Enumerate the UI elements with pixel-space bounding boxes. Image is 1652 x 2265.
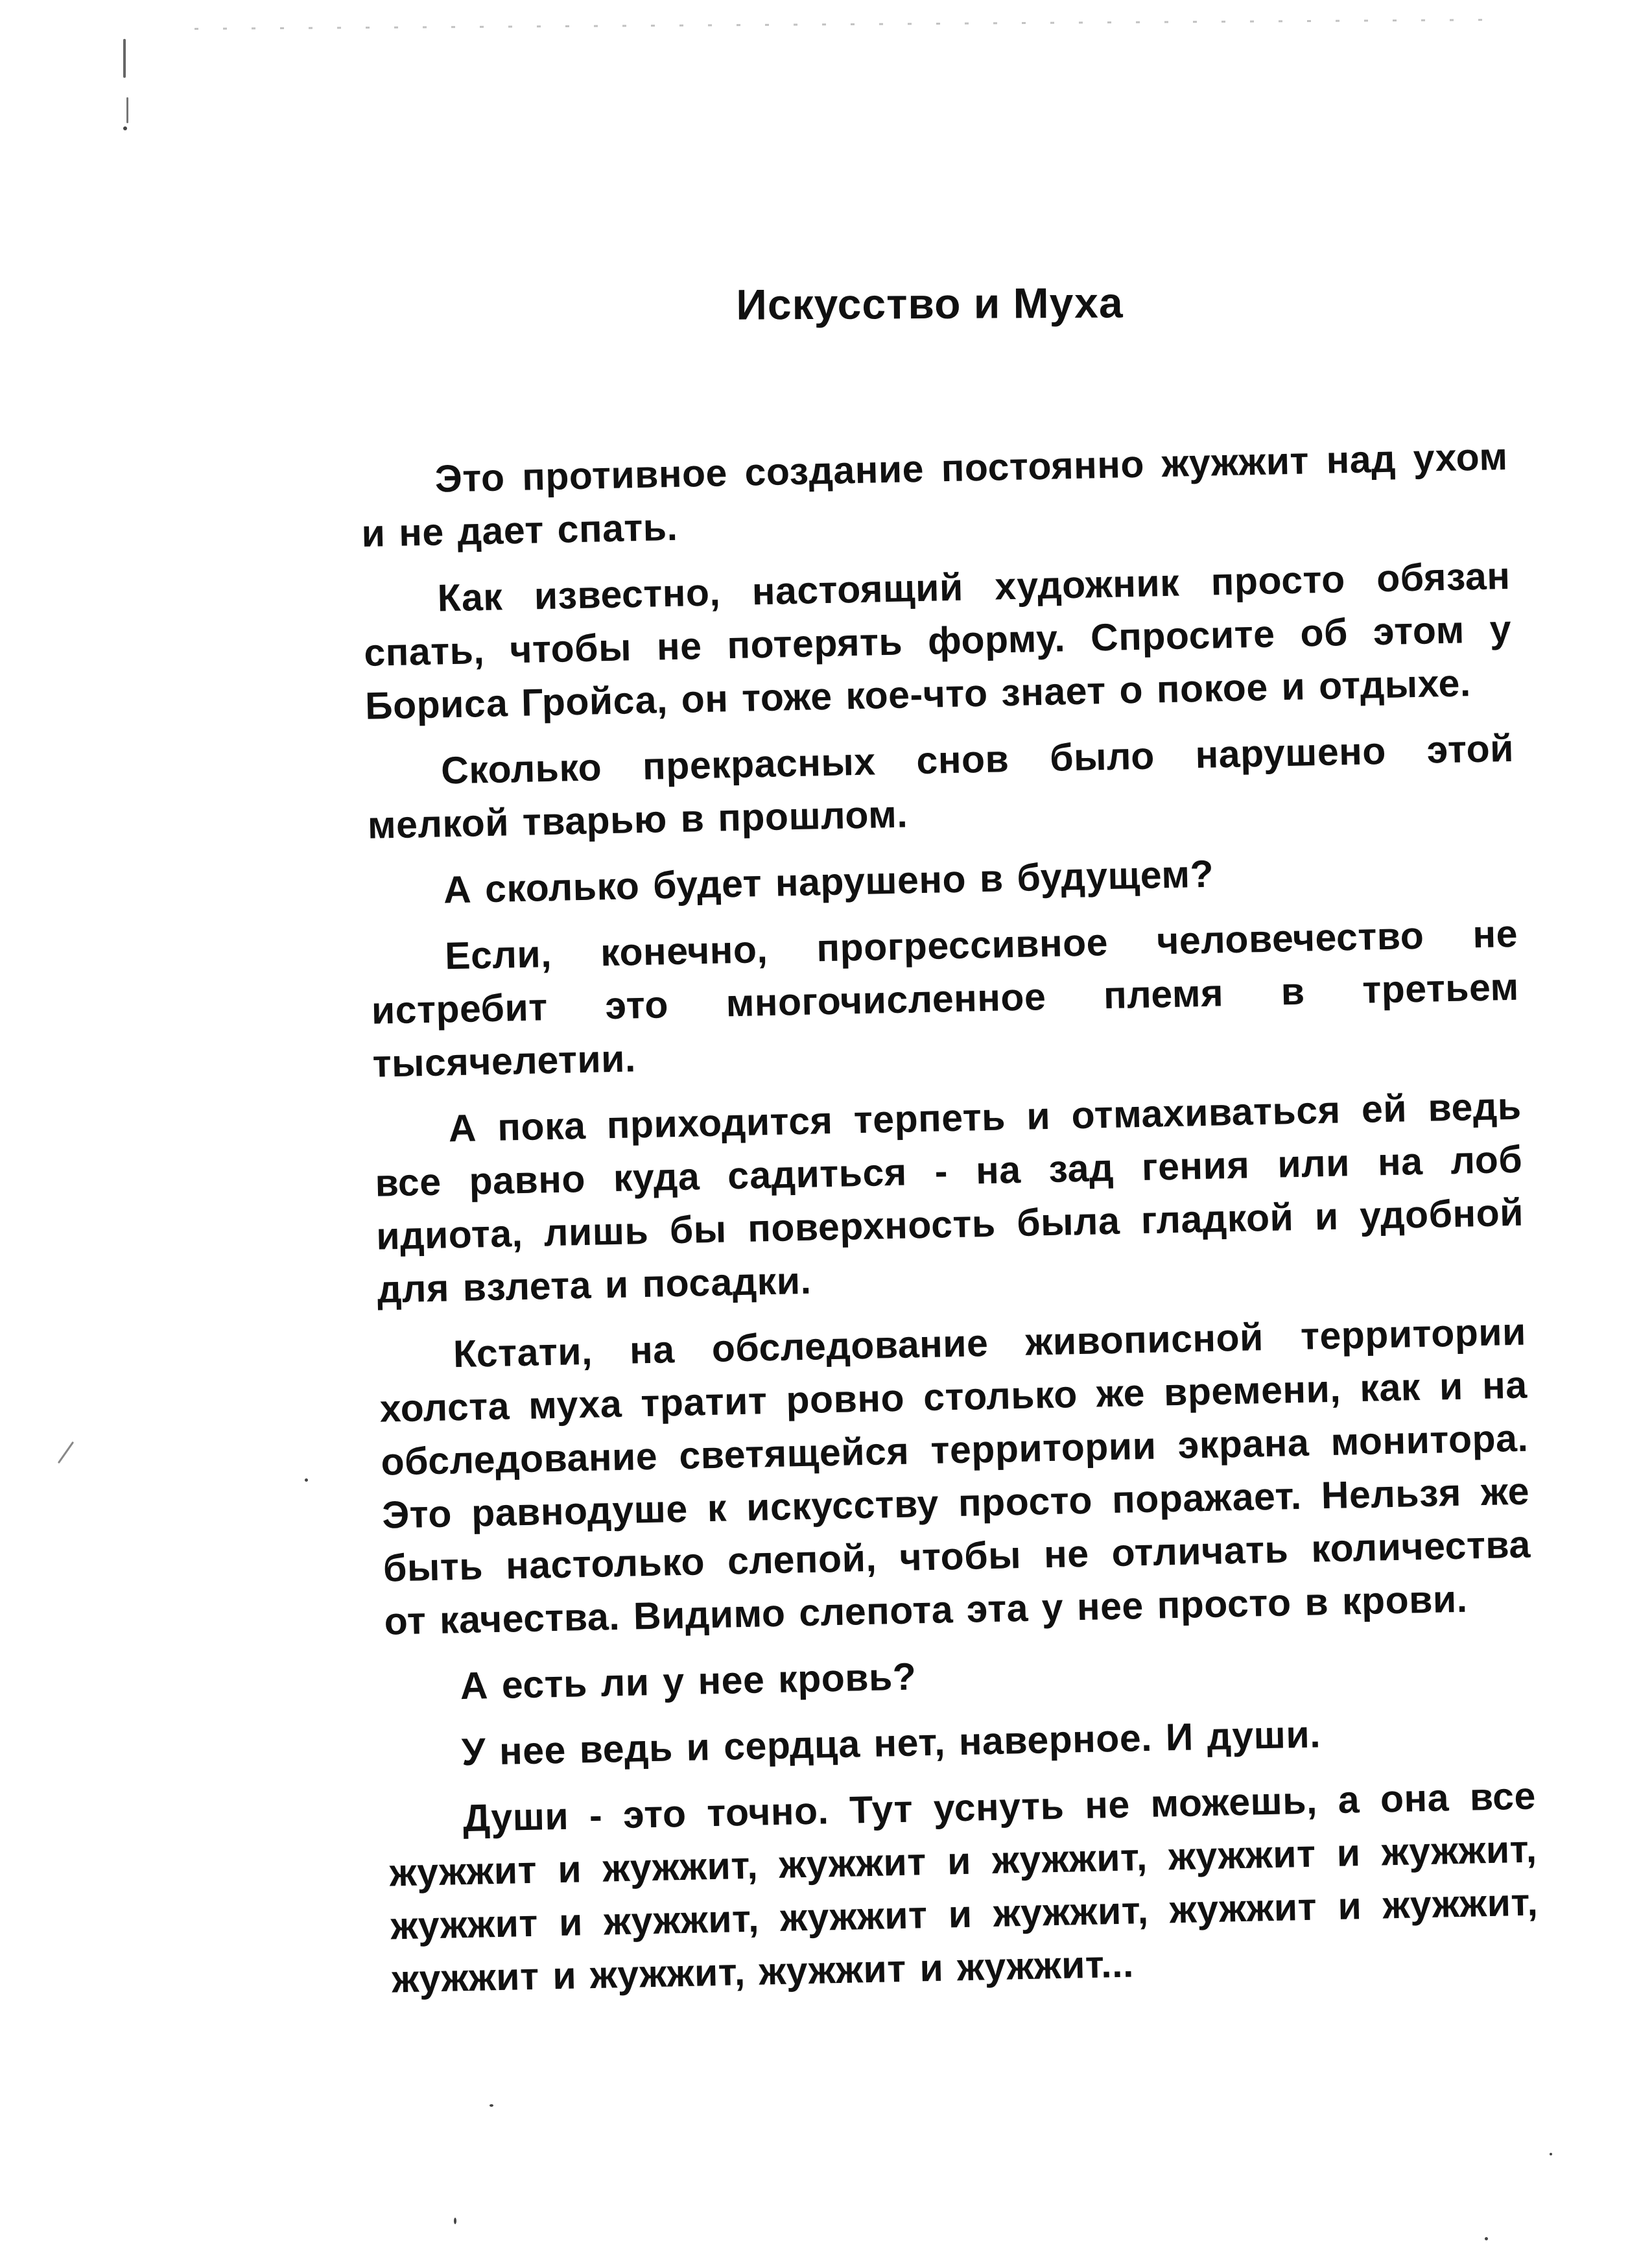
scan-speck (126, 97, 128, 123)
paragraph: Это противное создание постоянно жужжит над ухом и не дает спать. (360, 434, 1509, 555)
scan-artifact-top-line (195, 19, 1491, 30)
document-body (360, 430, 1540, 2019)
paragraph: Как известно, настоящий художник просто обязан спать, чтобы не потерять форму. Спросите об этом у Бориса Гройса, он тоже кое-что знает о покое и отдыхе. (363, 554, 1512, 728)
paragraph: А пока приходится терпеть и отмахиваться ей ведь все равно куда садиться - на зад гения или на лоб идиота, лишь бы поверхность была гладкой и удобной для взлета и посадки. (374, 1084, 1524, 1311)
scan-speck (1550, 2153, 1552, 2155)
scan-speck (58, 1441, 74, 1464)
scan-speck (305, 1478, 308, 1482)
scan-speck (123, 39, 126, 78)
paragraph: Сколько прекрасных снов было нарушено этой мелкой тварью в прошлом. (367, 726, 1515, 847)
paragraph: Кстати, на обследование живописной территории холста муха тратит ровно столько же времени, как и на обследование светящейся территории экрана монитора. Это равнодуше к искусству просто поражает. Нельзя же быть настолько слепой, чтобы не отличать количества от качества. Видимо слепота эта у нее просто в крови. (379, 1310, 1531, 1643)
paragraph: А есть ли у нее кровь? (460, 1655, 917, 1708)
paragraph: Если, конечно, прогрессивное человечество не истребит это многочисленное племя в третьем тысячелетии. (371, 912, 1520, 1085)
scan-speck (454, 2218, 456, 2224)
scan-speck (1485, 2237, 1488, 2240)
paragraph: А сколько будет нарушено в будущем? (443, 852, 1214, 912)
document-title: Искусство и Муха (736, 278, 1124, 329)
paragraph: Души - это точно. Тут уснуть не можешь, а она все жужжит и жужжит, жужжит и жужжит, жужжит и жужжит, жужжит и жужжит, жужжит и жужжит, жужжит и жужжит, жужжит и жужжит, жужжит и жужжит... (389, 1774, 1539, 2001)
scan-speck (490, 2104, 493, 2107)
paragraph: У нее ведь и сердца нет, наверное. И души. (461, 1713, 1321, 1774)
scan-speck (123, 126, 127, 130)
